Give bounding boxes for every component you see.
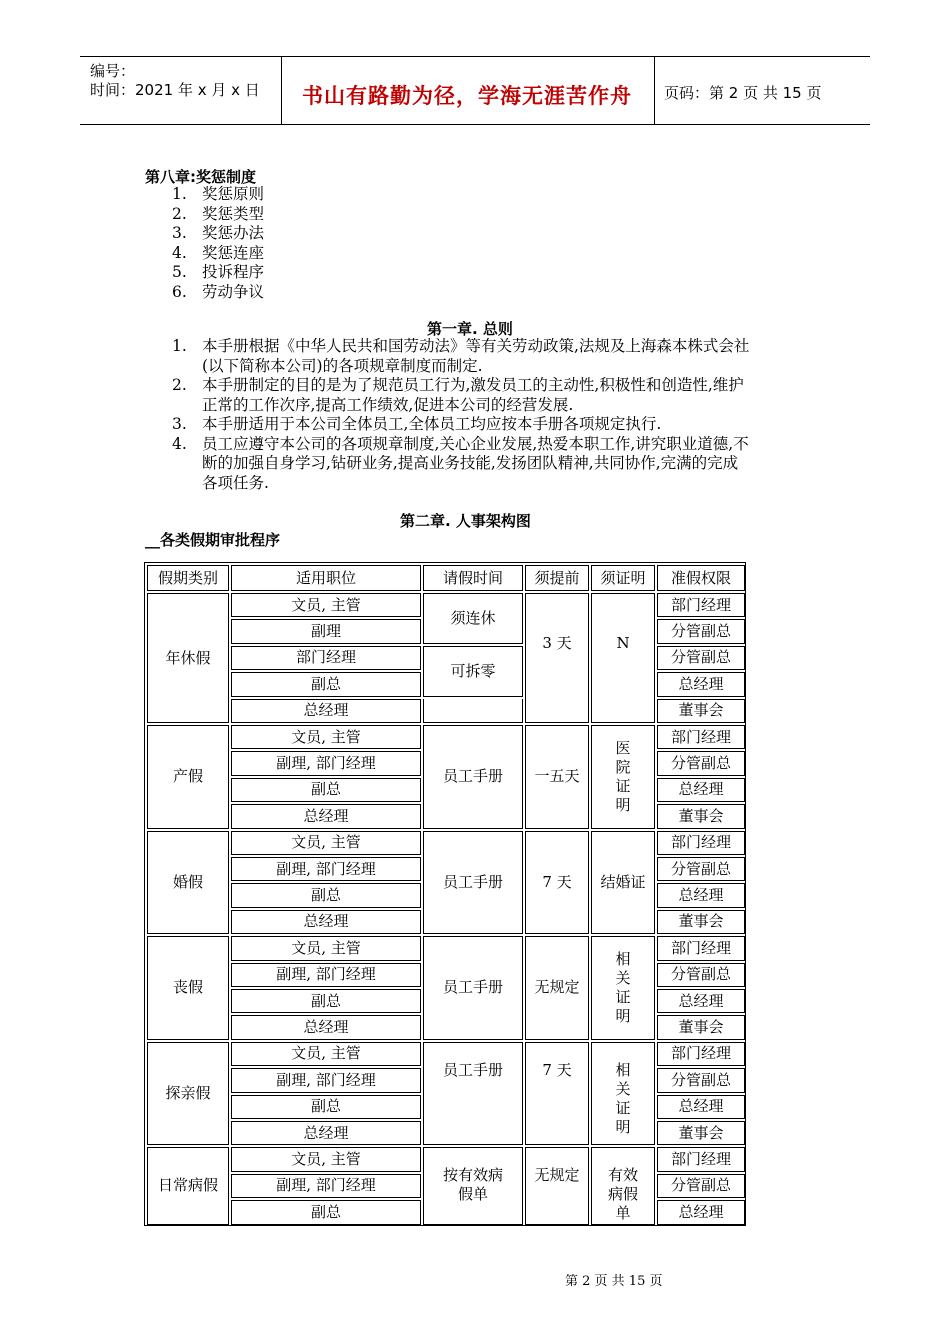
- leave-approval-table: [144, 562, 746, 1226]
- position-cell: 总经理: [231, 1121, 421, 1145]
- list-text: 各项任务.: [202, 473, 269, 492]
- chapter8-item: [172, 263, 264, 283]
- position-cell: 总经理: [231, 1015, 421, 1039]
- list-text: 投诉程序: [202, 263, 265, 281]
- chapter8-list: [172, 185, 264, 302]
- leave-time-cell: 员工手册: [423, 1042, 523, 1146]
- position-cell: 文员, 主管: [231, 725, 421, 749]
- position-cell: 文员, 主管: [231, 1147, 421, 1171]
- chapter8-item: [172, 205, 264, 225]
- chapter8-item: [172, 185, 264, 205]
- advance-notice-cell: 无规定: [525, 1147, 589, 1224]
- list-text: 奖惩类型: [202, 204, 265, 223]
- list-number: 3.: [172, 224, 187, 242]
- chapter1-item-line: [172, 435, 832, 455]
- leave-type-cell: 丧假: [147, 936, 229, 1040]
- position-cell: 文员, 主管: [231, 1042, 421, 1066]
- position-cell: 副理, 部门经理: [231, 1174, 421, 1198]
- header-top-rule: [80, 56, 870, 57]
- position-cell: 副总: [231, 989, 421, 1013]
- approver-cell: 部门经理: [657, 1147, 745, 1171]
- approver-cell: 部门经理: [657, 936, 745, 960]
- list-text: 本手册制定的目的是为了规范员工行为,激发员工的主动性,积极性和创造性,维护: [202, 376, 744, 394]
- approver-cell: 分管副总: [657, 963, 745, 987]
- leave-time-cell: 员工手册: [423, 725, 523, 829]
- approver-cell: 部门经理: [657, 831, 745, 855]
- chapter1-item-line: [172, 357, 832, 377]
- proof-cell: 相关证明: [591, 936, 655, 1040]
- advance-notice-cell: 7 天: [525, 831, 589, 935]
- position-cell: 副理: [231, 619, 421, 643]
- chapter8-item: [172, 224, 264, 244]
- list-text: (以下简称本公司)的各项规章制度而制定.: [202, 356, 483, 375]
- position-cell: 副理, 部门经理: [231, 1068, 421, 1092]
- leave-type-cell: 探亲假: [147, 1042, 229, 1146]
- empty-cell: [423, 699, 523, 723]
- header-motto: 书山有路勤为径，学海无涯苦作舟: [302, 84, 632, 108]
- leave-type-cell: 婚假: [147, 831, 229, 935]
- leave-time-cell: 员工手册: [423, 936, 523, 1040]
- position-cell: 副总: [231, 1200, 421, 1224]
- doc-number-label: 编号：: [90, 62, 136, 80]
- table-header-cell: 适用职位: [231, 565, 421, 591]
- page-number-label: 页码：第 2 页 共 15 页: [664, 84, 822, 102]
- leave-type-cell: 产假: [147, 725, 229, 829]
- table-header-cell: 准假权限: [657, 565, 745, 591]
- chapter1-item-line: [172, 396, 832, 416]
- approver-cell: 董事会: [657, 1121, 745, 1145]
- approver-cell: 部门经理: [657, 1042, 745, 1066]
- approver-cell: 分管副总: [657, 857, 745, 881]
- proof-cell: 医院证明: [591, 725, 655, 829]
- position-cell: 副理, 部门经理: [231, 963, 421, 987]
- leave-approval-subtitle: __各类假期审批程序: [145, 531, 281, 549]
- list-number: 6.: [172, 282, 187, 301]
- position-cell: 副总: [231, 883, 421, 907]
- leave-time-cell: 员工手册: [423, 831, 523, 935]
- approver-cell: 董事会: [657, 699, 745, 723]
- list-number: 1.: [172, 337, 187, 355]
- leave-time-cell: 按有效病假单: [423, 1147, 523, 1224]
- approver-cell: 总经理: [657, 778, 745, 802]
- list-number: 2.: [172, 204, 187, 223]
- header-bottom-rule: [80, 124, 870, 125]
- chapter8-title: 第八章:奖惩制度: [145, 168, 256, 186]
- table-header-cell: 假期类别: [147, 565, 229, 591]
- position-cell: 总经理: [231, 699, 421, 723]
- approver-cell: 董事会: [657, 1015, 745, 1039]
- approver-cell: 部门经理: [657, 725, 745, 749]
- approver-cell: 董事会: [657, 804, 745, 828]
- advance-notice-cell: 无规定: [525, 936, 589, 1040]
- advance-notice-cell: 3 天: [525, 593, 589, 723]
- leave-type-cell: 年休假: [147, 593, 229, 723]
- chapter2-title: 第二章. 人事架构图: [400, 512, 531, 530]
- list-text: 员工应遵守本公司的各项规章制度,关心企业发展,热爱本职工作,讲究职业道德,不: [202, 434, 749, 453]
- list-number: 3.: [172, 415, 187, 433]
- approver-cell: 分管副总: [657, 1068, 745, 1092]
- list-text: 断的加强自身学习,钻研业务,提高业务技能,发扬团队精神,共同协作,完满的完成: [202, 454, 739, 472]
- doc-time-label: 时间：2021 年 x 月 x 日: [90, 81, 260, 99]
- table-header-cell: 请假时间: [423, 565, 523, 591]
- list-text: 奖惩办法: [202, 224, 265, 242]
- advance-notice-cell: 7 天: [525, 1042, 589, 1146]
- position-cell: 总经理: [231, 804, 421, 828]
- position-cell: 副总: [231, 672, 421, 696]
- approver-cell: 分管副总: [657, 1174, 745, 1198]
- leave-time-cell: 须连休: [423, 593, 523, 644]
- list-number: 5.: [172, 263, 187, 281]
- approver-cell: 总经理: [657, 1095, 745, 1119]
- chapter1-item-line: [172, 415, 832, 435]
- list-text: 正常的工作次序,提高工作绩效,促进本公司的经营发展.: [202, 395, 574, 414]
- advance-notice-cell: 一五天: [525, 725, 589, 829]
- position-cell: 副理, 部门经理: [231, 751, 421, 775]
- proof-cell: 相关证明: [591, 1042, 655, 1146]
- approver-cell: 总经理: [657, 672, 745, 696]
- chapter8-item: [172, 283, 264, 303]
- list-text: 劳动争议: [202, 282, 265, 301]
- chapter1-item-line: [172, 454, 832, 474]
- chapter1-item-line: [172, 337, 832, 357]
- leave-type-cell: 日常病假: [147, 1147, 229, 1224]
- chapter1-list: [172, 337, 832, 493]
- position-cell: 副理, 部门经理: [231, 857, 421, 881]
- position-cell: 总经理: [231, 910, 421, 934]
- approver-cell: 总经理: [657, 1200, 745, 1224]
- position-cell: 副总: [231, 778, 421, 802]
- approver-cell: 总经理: [657, 883, 745, 907]
- list-number: 2.: [172, 376, 187, 394]
- list-number: 1.: [172, 185, 187, 203]
- list-text: 本手册根据《中华人民共和国劳动法》等有关劳动政策,法规及上海森本株式会社: [202, 337, 750, 355]
- list-text: 奖惩连座: [202, 243, 265, 262]
- proof-cell: 结婚证: [591, 831, 655, 935]
- chapter1-item-line: [172, 376, 832, 396]
- header-divider-right: [654, 56, 655, 125]
- position-cell: 部门经理: [231, 646, 421, 670]
- approver-cell: 总经理: [657, 989, 745, 1013]
- chapter8-item: [172, 244, 264, 264]
- position-cell: 文员, 主管: [231, 593, 421, 617]
- leave-time-cell: 可拆零: [423, 646, 523, 697]
- chapter1-title: 第一章. 总则: [427, 320, 513, 338]
- position-cell: 文员, 主管: [231, 831, 421, 855]
- list-text: 奖惩原则: [202, 185, 265, 203]
- list-text: 本手册适用于本公司全体员工,全体员工均应按本手册各项规定执行.: [202, 415, 662, 433]
- proof-cell: N: [591, 593, 655, 723]
- header-divider-left: [281, 56, 282, 125]
- position-cell: 文员, 主管: [231, 936, 421, 960]
- approver-cell: 分管副总: [657, 646, 745, 670]
- table-header-cell: 须证明: [591, 565, 655, 591]
- list-number: 4.: [172, 243, 187, 262]
- page-footer: 第 2 页 共 15 页: [565, 1274, 663, 1289]
- table-header-cell: 须提前: [525, 565, 589, 591]
- chapter1-item-line: [172, 474, 832, 494]
- approver-cell: 分管副总: [657, 619, 745, 643]
- approver-cell: 部门经理: [657, 593, 745, 617]
- list-number: 4.: [172, 434, 187, 453]
- approver-cell: 董事会: [657, 910, 745, 934]
- approver-cell: 分管副总: [657, 751, 745, 775]
- proof-cell: 有效病假单: [591, 1147, 655, 1224]
- position-cell: 副总: [231, 1095, 421, 1119]
